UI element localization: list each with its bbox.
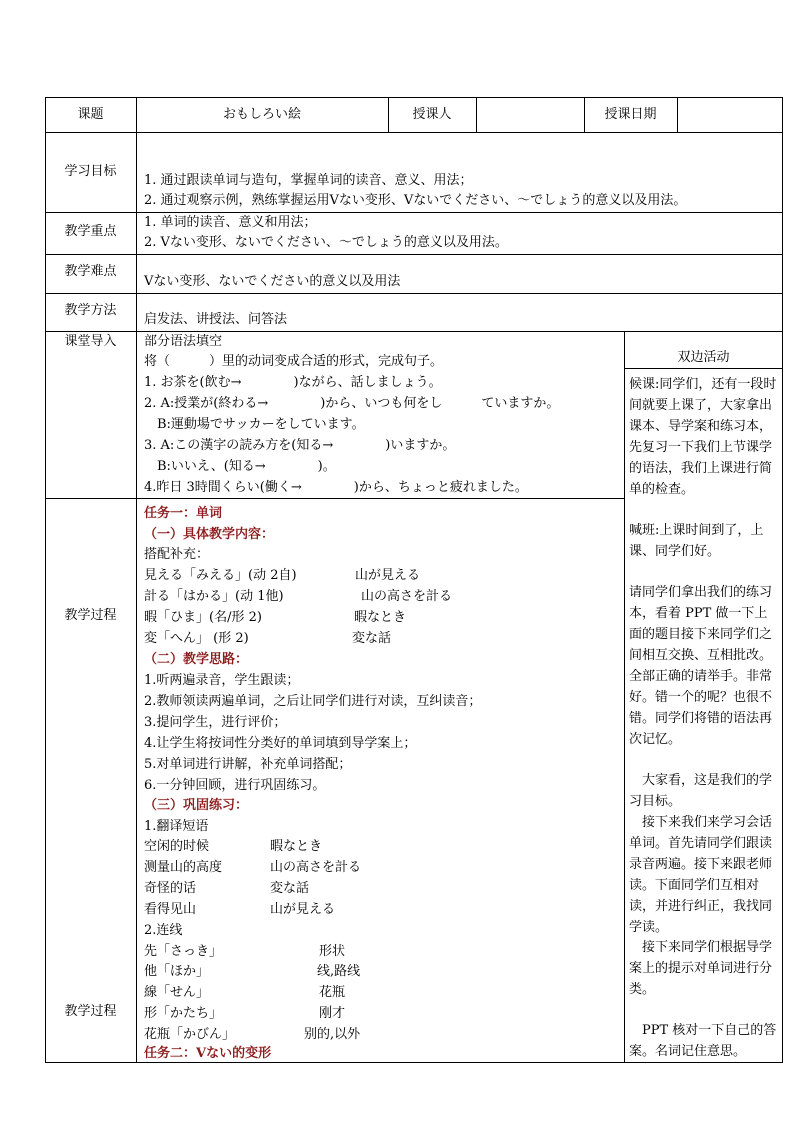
vocab-word: 計る「はかる」(动 1他) <box>144 589 284 604</box>
process-label: 教学过程 <box>64 608 117 623</box>
matching-left: 花瓶「かびん」 <box>144 1027 236 1042</box>
section-heading: （三）巩固练习： <box>144 798 249 813</box>
matching-right: 形状 <box>319 944 346 959</box>
methods-text: 启发法、讲授法、问答法 <box>144 312 288 327</box>
matching-right: 刚才 <box>319 1006 346 1021</box>
step-item: 1.听两遍录音，学生跟读； <box>144 673 300 688</box>
collocation-title: 搭配补充： <box>144 547 210 562</box>
activity-paragraph: 请同学们拿出我们的练习本，看着 PPT 做一下上面的题目接下来同学们之间相互交换、互相批改。全部正确的请举手。非常好。错一个的呢？也很不错。同学们将错的语法再次记忆。 <box>629 585 773 747</box>
activity-paragraph: 接下来我们来学习会话单词。首先请同学们跟读录音两遍。接下来跟老师读。下面同学们互相对读，并进行纠正，我找同学读。 <box>629 815 773 935</box>
step-item: 2.教师领读两遍单词，之后让同学们进行对读，互纠读音； <box>144 694 482 709</box>
section-heading: （二）教学思路： <box>144 652 249 667</box>
step-item: 3.提问学生，进行评价； <box>144 715 287 730</box>
table-border-top <box>45 97 783 98</box>
matching-right: 花瓶 <box>319 985 346 1000</box>
intro-line: 2. A:授業が(終わる→ )から、いつも何をし ていますか。 <box>144 396 560 411</box>
goal-item: 2. 通过观察示例，熟练掌握运用Ⅴない变形、Ⅴないでください、～でしょう的意义以及用法。 <box>144 193 687 208</box>
activity-column-divider <box>624 331 625 1063</box>
activity-paragraph: 大家看，这是我们的学习目标。 <box>629 773 773 809</box>
intro-line: 4.昨日 3時間くらい(働く→ )から、ちょっと疲れました。 <box>144 480 528 495</box>
goal-item: 1. 通过跟读单词与造句，掌握单词的读音、意义、用法； <box>144 173 473 188</box>
goals-label: 学习目标 <box>64 164 117 179</box>
matching-right: 别的,以外 <box>304 1027 361 1042</box>
vocab-example: 暇なとき <box>354 610 407 625</box>
intro-label: 课堂导入 <box>64 334 117 349</box>
activity-header-divider <box>624 368 783 369</box>
task-one-heading: 任务一：单词 <box>144 506 223 521</box>
translation-cn: 看得见山 <box>144 902 197 917</box>
matching-left: 他「ほか」 <box>144 964 210 979</box>
exercise-title: 1.翻译短语 <box>144 819 209 834</box>
vocab-example: 変な話 <box>352 631 392 646</box>
vocab-example: 山の高さを計る <box>361 589 453 604</box>
row-divider <box>45 498 625 499</box>
matching-left: 先「さっき」 <box>144 944 223 959</box>
step-item: 5.对单词进行讲解，补充单词搭配； <box>144 757 352 772</box>
topic-label: 课题 <box>77 107 104 122</box>
exercise-title: 2.连线 <box>144 923 183 938</box>
intro-line: B:いいえ、(知る→ )。 <box>144 459 336 474</box>
intro-line: B:運動場でサッカーをしています。 <box>144 417 365 432</box>
step-item: 6.一分钟回顾，进行巩固练习。 <box>144 778 326 793</box>
methods-label: 教学方法 <box>64 303 117 318</box>
date-label: 授课日期 <box>604 107 657 122</box>
translation-jp: 暇なとき <box>270 839 323 854</box>
matching-left: 形「かたち」 <box>144 1006 223 1021</box>
activity-paragraph: 接下来同学们根据导学案上的提示对单词进行分类。 <box>629 940 773 997</box>
difficulties-label: 教学难点 <box>64 264 117 279</box>
translation-cn: 奇怪的话 <box>144 881 197 896</box>
topic-value: おもしろい絵 <box>222 107 301 122</box>
intro-line: 将（ ）里的动词变成合适的形式，完成句子。 <box>144 354 444 369</box>
key-point-item: 2. Ⅴない变形、ないでください、～でしょう的意义以及用法。 <box>144 235 508 250</box>
translation-jp: 変な話 <box>270 881 310 896</box>
label-column-divider <box>136 97 137 1063</box>
translation-jp: 山の高さを計る <box>270 860 362 875</box>
activity-paragraph: 喊班:上课时间到了，上课、同学们好。 <box>629 523 764 559</box>
row-divider <box>45 293 783 294</box>
section-heading: （一）具体教学内容： <box>144 527 275 542</box>
matching-left: 線「せん」 <box>144 985 210 1000</box>
translation-cn: 空闲的时候 <box>144 839 210 854</box>
header-divider <box>677 97 678 133</box>
intro-line: 3. A:この漢字の読み方を(知る→ )いますか。 <box>144 438 456 453</box>
difficulties-text: Ⅴない变形、ないでください的意义以及用法 <box>144 274 401 289</box>
lesson-plan-table <box>45 97 783 1063</box>
process-label-continued: 教学过程 <box>64 1004 117 1019</box>
task-two-heading: 任务二：Ⅴない的变形 <box>144 1046 272 1061</box>
vocab-example: 山が見える <box>355 568 421 583</box>
key-point-item: 1. 单词的读音、意义和用法； <box>144 215 317 230</box>
table-border-right <box>782 97 783 1063</box>
vocab-word: 見える「みえる」(动 2自) <box>144 568 297 583</box>
teacher-label: 授课人 <box>412 107 452 122</box>
intro-line: 1. お茶を(飲む→ )ながら、話しましょう。 <box>144 375 442 390</box>
vocab-word: 暇「ひま」(名/形 2) <box>144 610 262 625</box>
row-divider <box>45 254 783 255</box>
matching-right: 线,路线 <box>317 964 361 979</box>
header-divider <box>476 97 477 133</box>
activity-label: 双边活动 <box>677 350 730 365</box>
activity-paragraph: 候课:同学们，还有一段时间就要上课了，大家拿出课本、导学案和练习本，先复习一下我们上节课学的语法，我们上课进行简单的检查。 <box>629 377 777 497</box>
activity-paragraph: PPT 核对一下自己的答案。名词记住意思。 <box>629 1023 777 1059</box>
vocab-word: 変「へん」 (形 2) <box>144 631 249 646</box>
key-points-label: 教学重点 <box>64 224 117 239</box>
table-border-bottom <box>45 1062 783 1063</box>
step-item: 4.让学生将按词性分类好的单词填到导学案上； <box>144 736 417 751</box>
translation-cn: 测量山的高度 <box>144 860 223 875</box>
row-divider <box>45 132 783 133</box>
intro-line: 部分语法填空 <box>144 334 223 349</box>
translation-jp: 山が見える <box>270 902 336 917</box>
